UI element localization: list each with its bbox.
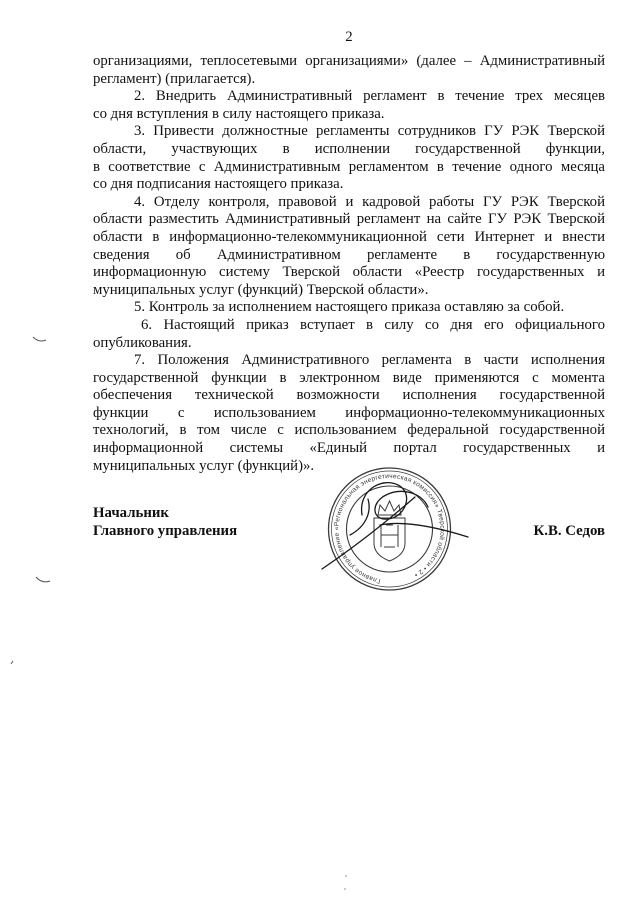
- seal-ring-text-path: Главное управление «Региональная энергетическая комиссия» Тверской области • 2 •: [333, 472, 446, 585]
- text-line: информационной системы «Единый портал государственных и: [93, 440, 605, 457]
- seal-ring-text: [334, 473, 446, 584]
- text-line: в соответствие с Административным регламентом в течение одного месяца: [93, 158, 605, 175]
- text-line: обеспечения технической возможности исполнения государственной: [93, 387, 605, 404]
- shield-icon: [374, 518, 405, 561]
- text-line: области, участвующих в исполнении государственной функции,: [93, 140, 605, 157]
- paragraph: [93, 194, 605, 300]
- text-line: 3. Привести должностные регламенты сотрудников ГУ РЭК Тверской: [134, 123, 605, 140]
- paragraph: [93, 317, 605, 352]
- text-line: 4. Отделу контроля, правовой и кадровой работы ГУ РЭК Тверской: [134, 193, 605, 210]
- paragraph: [93, 53, 605, 88]
- text-line: опубликования.: [93, 334, 192, 351]
- scan-mark: [345, 875, 346, 876]
- paragraph: [93, 88, 605, 123]
- text-line: информационную систему Тверской области «Реестр государственных и: [93, 264, 605, 281]
- text-line: области в информационно-телекоммуникационной сети Интернет и внести: [93, 228, 605, 245]
- paragraph: [93, 123, 605, 193]
- scan-mark: [33, 337, 46, 341]
- page-number: 2: [345, 29, 353, 45]
- text-line: 6. Настоящий приказ вступает в силу со дня его официального: [141, 316, 605, 333]
- position-line: Начальник: [93, 505, 169, 521]
- text-line: со дня подписания настоящего приказа.: [93, 176, 344, 193]
- text-line: муниципальных услуг (функций) Тверской области».: [93, 281, 429, 298]
- text-line: функции с использованием информационно-телекоммуникационных: [93, 404, 605, 421]
- text-line: государственной функции в электронном виде применяются с момента: [93, 369, 605, 386]
- official-seal: [310, 455, 480, 605]
- text-line: со дня вступления в силу настоящего приказа.: [93, 105, 385, 122]
- text-line: области разместить Административный регламент на сайте ГУ РЭК Тверской: [93, 211, 605, 228]
- position-line: Главного управления: [93, 522, 238, 539]
- text-line: 2. Внедрить Административный регламент в течение трех месяцев: [134, 88, 605, 105]
- signatory-position: [93, 505, 237, 540]
- scan-mark: [36, 577, 50, 582]
- text-line: организациями, теплосетевыми организациями» (далее – Административный: [93, 53, 605, 69]
- text-line: 5. Контроль за исполнением настоящего приказа оставляю за собой.: [134, 299, 565, 316]
- crown-icon: [378, 501, 401, 515]
- document-body: [93, 53, 605, 475]
- text-line: муниципальных услуг (функций)».: [93, 457, 315, 474]
- text-line: регламент) (прилагается).: [93, 70, 256, 87]
- text-line: технологий, в том числе с использованием федеральной государственной: [93, 422, 605, 439]
- scan-mark: [344, 888, 345, 889]
- text-line: сведения об Административном регламенте в государственную: [93, 246, 605, 263]
- throne-icon: [381, 525, 398, 547]
- signatory-name: К.В. Седов: [533, 523, 605, 539]
- seal-middle-ring: [332, 471, 448, 587]
- text-line: 7. Положения Административного регламента в части исполнения: [134, 352, 605, 369]
- paragraph: [93, 299, 605, 317]
- scan-mark: [11, 661, 13, 664]
